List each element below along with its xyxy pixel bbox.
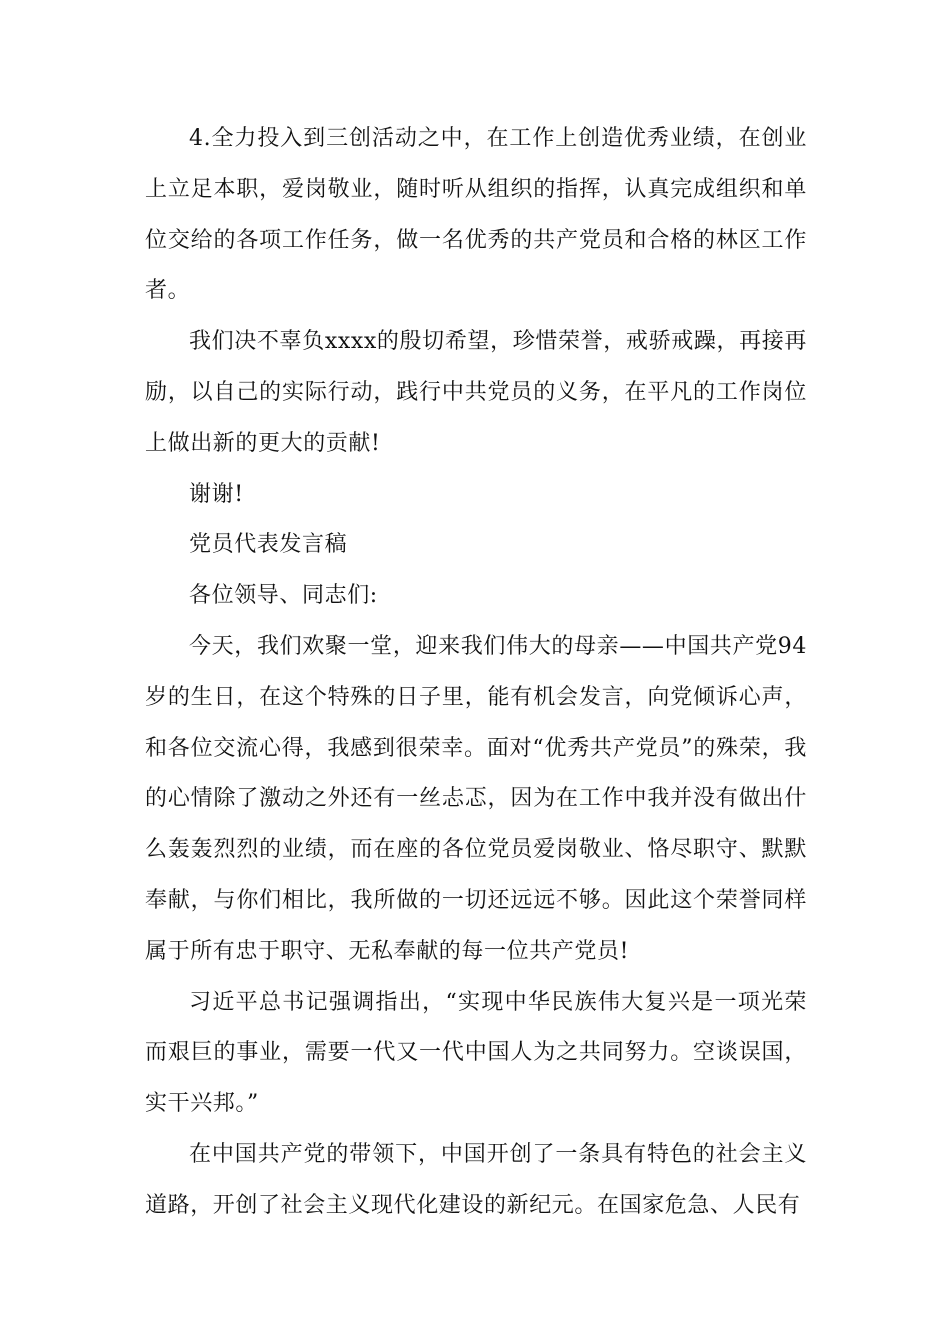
paragraph-work-commitment: 4.全力投入到三创活动之中，在工作上创造优秀业绩，在创业上立足本职，爱岗敬业，随时听从组织的指挥，认真完成组织和单位交给的各项工作任务，做一名优秀的共产党员和合格的林区工作者。: [145, 126, 807, 304]
document-body: [145, 114, 807, 1232]
paragraph-pledge: 我们决不辜负xxxx的殷切希望，珍惜荣誉，戒骄戒躁，再接再励，以自己的实际行动，践行中共党员的义务，在平凡的工作岗位上做出新的更大的贡献!: [145, 329, 807, 456]
paragraph-quote: 习近平总书记强调指出，“实现中华民族伟大复兴是一项光荣而艰巨的事业，需要一代又一代中国人为之共同努力。空谈误国，实干兴邦。”: [145, 989, 807, 1117]
paragraph-anniversary: 今天，我们欢聚一堂，迎来我们伟大的母亲——中国共产党94岁的生日，在这个特殊的日子里，能有机会发言，向党倾诉心声，和各位交流心得，我感到很荣幸。面对“优秀共产党员”的殊荣，我的心情除了激动之外还有一丝忐忑，因为在工作中我并没有做出什么轰轰烈烈的业绩，而在座的各位党员爱岗敬业、恪尽职守、默默奉献，与你们相比，我所做的一切还远远不够。因此这个荣誉同样属于所有忠于职守、无私奉献的每一位共产党员!: [145, 633, 807, 964]
section-title: 党员代表发言稿: [189, 532, 348, 558]
salutation: 各位领导、同志们:: [189, 583, 378, 609]
paragraph-thanks: 谢谢!: [189, 481, 244, 507]
paragraph-party-leadership: 在中国共产党的带领下，中国开创了一条具有特色的社会主义道路，开创了社会主义现代化建设的新纪元。在国家危急、人民有: [145, 1141, 807, 1218]
